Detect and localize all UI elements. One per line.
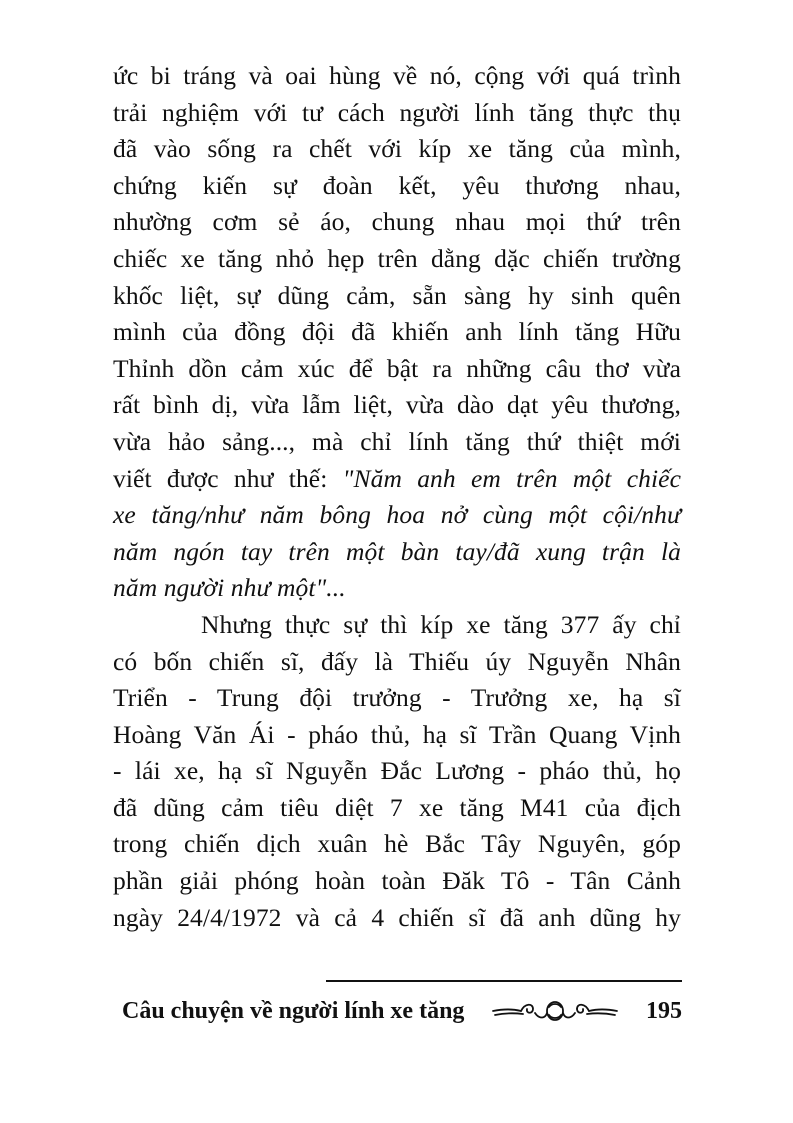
text-line: chiếc xe tăng nhỏ hẹp trên dằng dặc chiến trường (113, 243, 681, 273)
page-number: 195 (645, 997, 682, 1024)
text-line: trải nghiệm với tư cách người lính tăng thực thụ (113, 97, 681, 127)
text-line: đã vào sống ra chết với kíp xe tăng của mình, (113, 134, 681, 164)
text-line: trong chiến dịch xuân hè Bắc Tây Nguyên, góp (113, 829, 681, 859)
book-title: Câu chuyện về người lính xe tăng (122, 997, 465, 1024)
text-line: có bốn chiến sĩ, đấy là Thiếu úy Nguyễn Nhân (113, 646, 681, 676)
decorative-scroll-ornament-icon (491, 997, 619, 1025)
poem-quote-line: xe tăng/như năm bông hoa nở cùng một cội/như (113, 500, 681, 530)
footer-rule (326, 980, 682, 982)
text-line: ngày 24/4/1972 và cả 4 chiến sĩ đã anh dũng hy (113, 902, 681, 932)
text-line: ức bi tráng và oai hùng về nó, cộng với quá trình (113, 61, 681, 90)
text-line: khốc liệt, sự dũng cảm, sẵn sàng hy sinh quên (113, 280, 681, 310)
poem-quote: "Năm anh em trên một chiếc (342, 463, 681, 493)
text-line: Triển - Trung đội trưởng - Trưởng xe, hạ sĩ (113, 683, 681, 713)
running-footer (122, 994, 682, 1028)
text-line: nhường cơm sẻ áo, chung nhau mọi thứ trên (113, 207, 681, 237)
text-line: Thỉnh dồn cảm xúc để bật ra những câu thơ vừa (113, 353, 681, 383)
text-line: viết được như thế: "Năm anh em trên một chiếc (113, 463, 681, 493)
poem-quote-line: năm ngón tay trên một bàn tay/đã xung trận là (113, 536, 681, 566)
text-line: mình của đồng đội đã khiến anh lính tăng Hữu (113, 317, 681, 347)
text-line: vừa hảo sảng..., mà chỉ lính tăng thứ thiệt mới (113, 426, 681, 456)
text-line: - lái xe, hạ sĩ Nguyễn Đắc Lương - pháo thủ, họ (113, 756, 681, 786)
text-line: đã dũng cảm tiêu diệt 7 xe tăng M41 của địch (113, 792, 681, 822)
text-line: phần giải phóng hoàn toàn Đăk Tô - Tân Cảnh (113, 866, 681, 896)
text-line: rất bình dị, vừa lẫm liệt, vừa dào dạt yêu thương, (113, 390, 681, 420)
poem-quote-line: năm người như một"... (113, 573, 346, 603)
paragraph-first-line: Nhưng thực sự thì kíp xe tăng 377 ấy chỉ (201, 609, 681, 639)
text-line: Hoàng Văn Ái - pháo thủ, hạ sĩ Trần Quang Vịnh (113, 719, 681, 749)
body-text (113, 58, 681, 936)
text-line: chứng kiến sự đoàn kết, yêu thương nhau, (113, 170, 681, 200)
